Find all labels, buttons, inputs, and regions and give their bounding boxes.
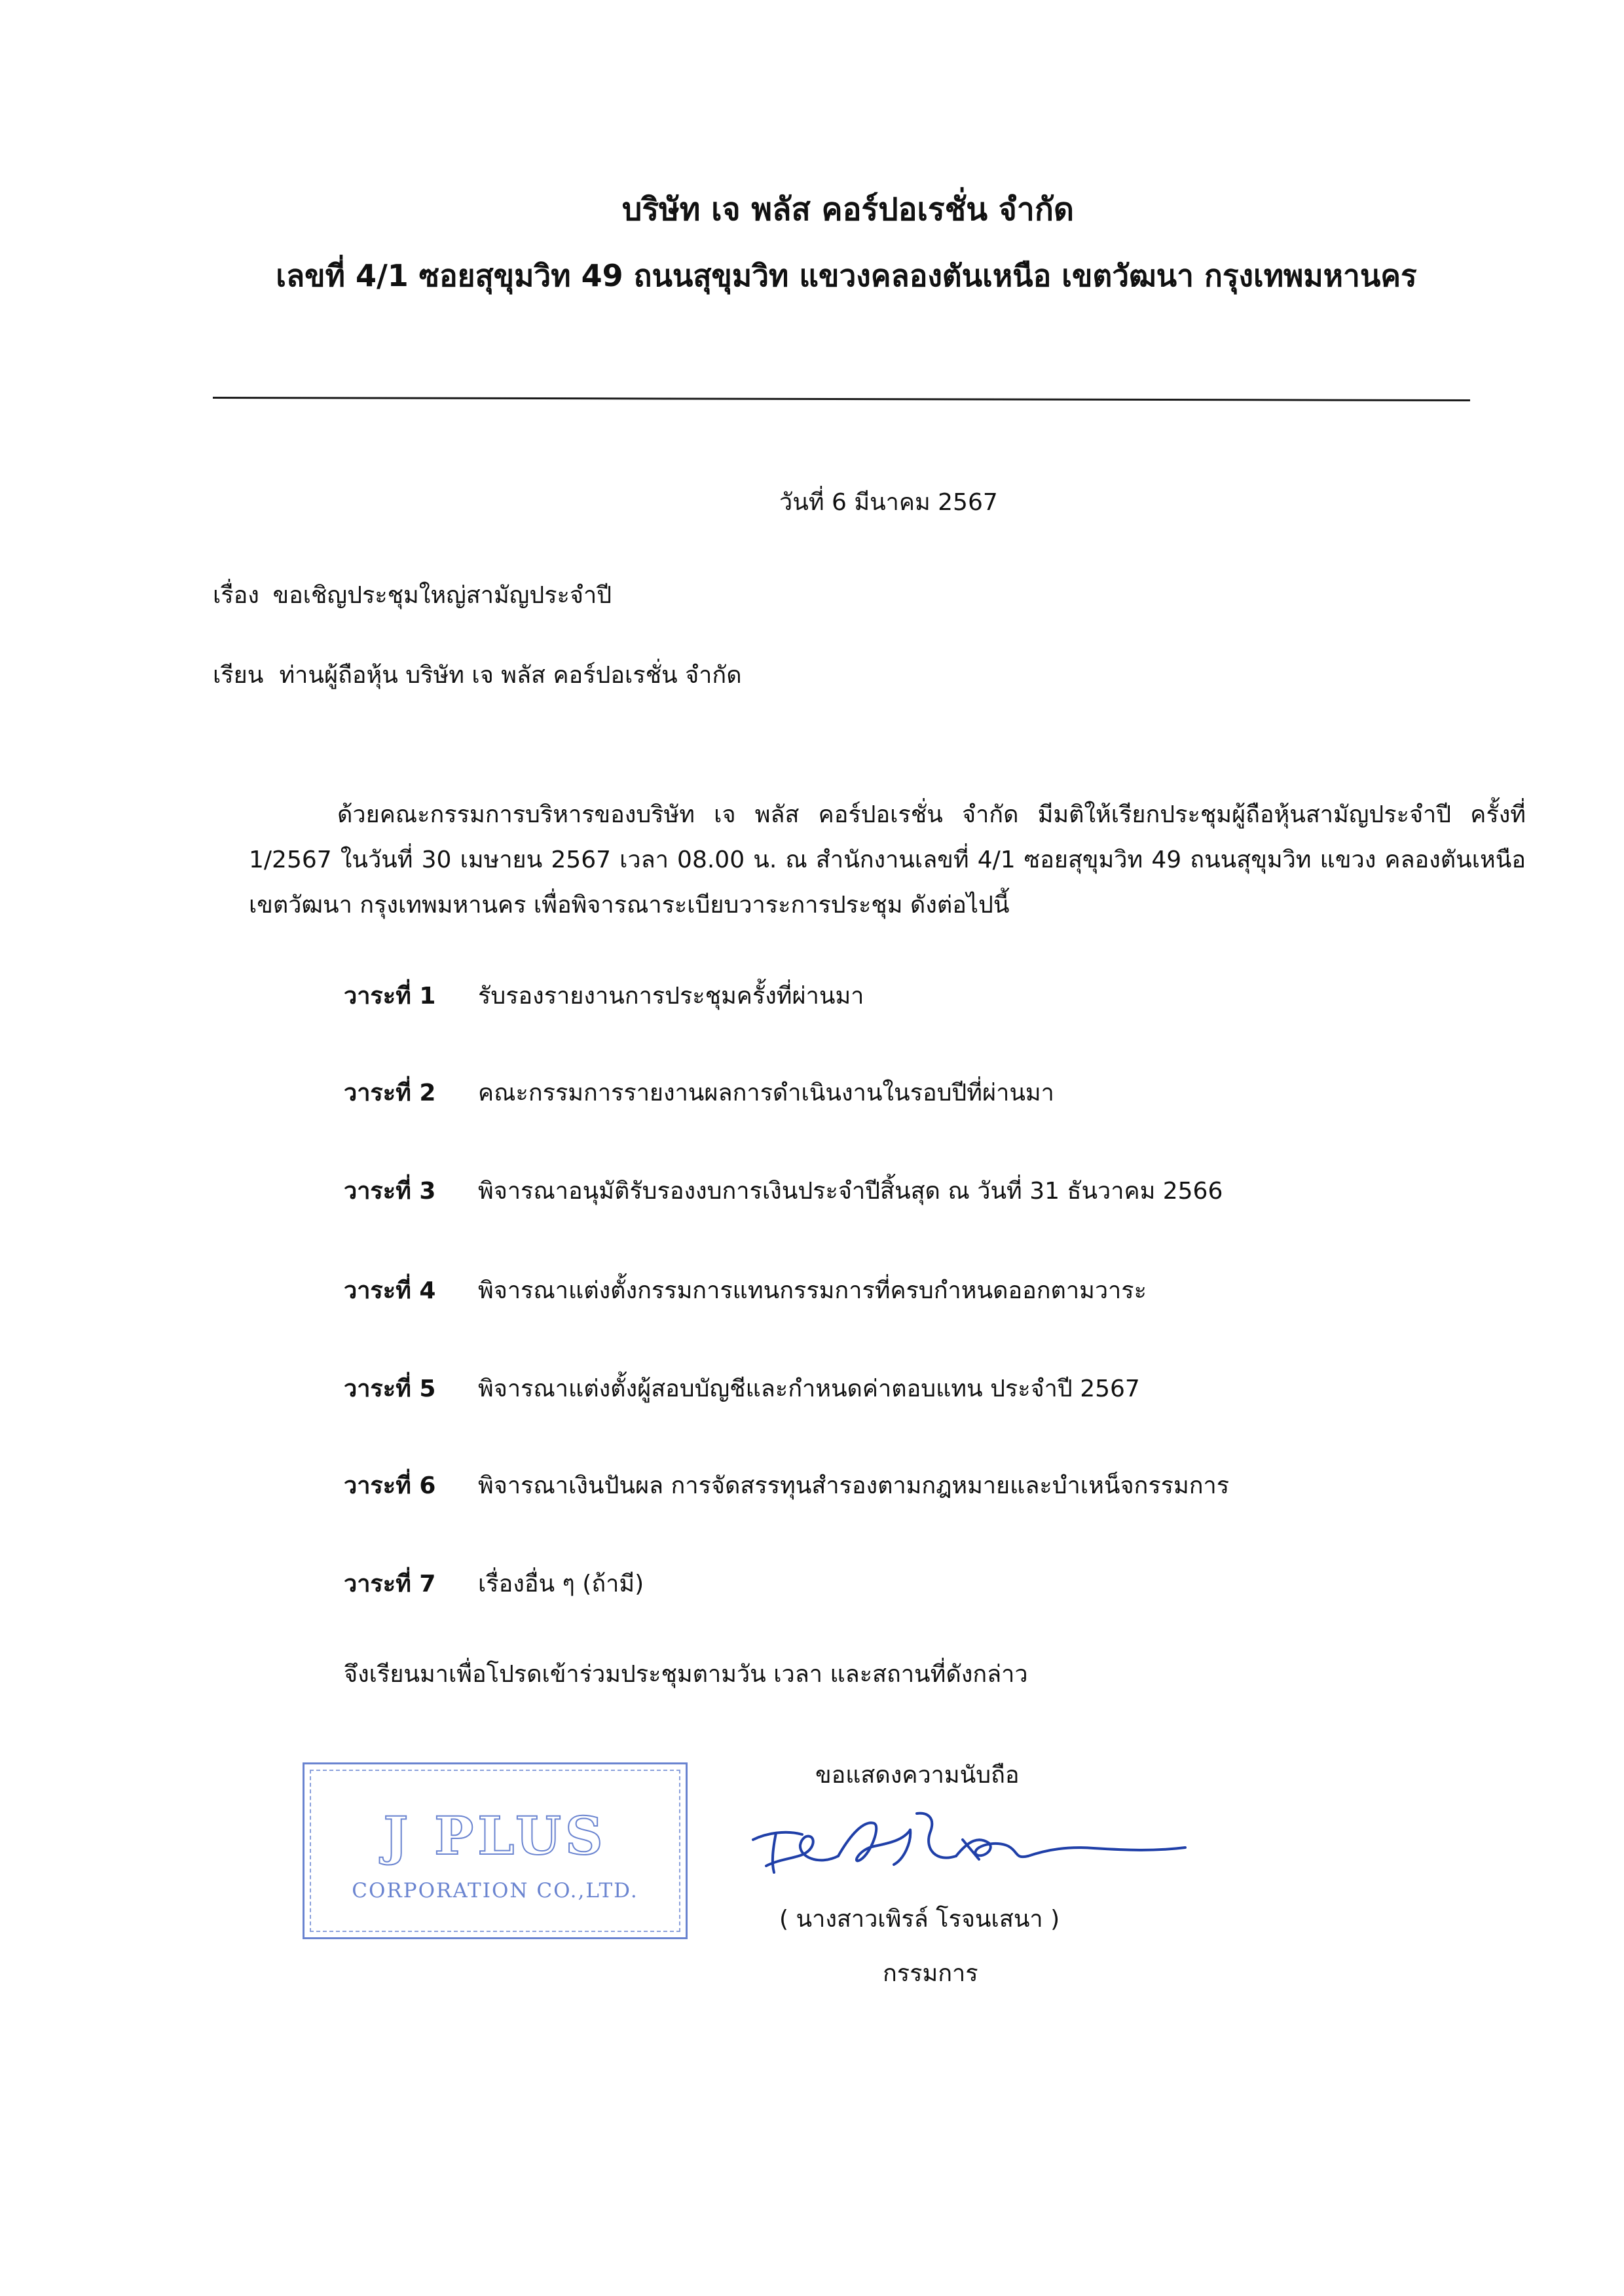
letter-date: วันที่ 6 มีนาคม 2567 [779, 489, 998, 516]
agenda-label: วาระที่ 4 [344, 1277, 436, 1304]
agenda-label: วาระที่ 2 [344, 1080, 436, 1106]
intro-paragraph: ด้วยคณะกรรมการบริหารของบริษัท เจ พลัส คอร์ปอเรชั่น จำกัด มีมติให้เรียกประชุมผู้ถือหุ้นสามัญประจำปี ครั้งที่ 1/2567 ในวันที่ 30 เมษายน 2567 เวลา 08.00 น. ณ สำนักงานเลขที่ 4/1 ซอยสุขุมวิท 49 ถนนสุขุมวิท แขวง คลองตันเหนือ เขตวัฒนา กรุงเทพมหานคร เพื่อพิจารณาระเบียบวาระการประชุม ดังต่อไปนี้ [249, 801, 1526, 919]
company-address: เลขที่ 4/1 ซอยสุขุมวิท 49 ถนนสุขุมวิท แขวงคลองตันเหนือ เขตวัฒนา กรุงเทพมหานคร [276, 258, 1417, 293]
salutation-line [213, 656, 742, 693]
regards-line: ขอแสดงความนับถือ [815, 1762, 1020, 1789]
agenda-item [344, 1074, 1054, 1111]
signer-title: กรรมการ [883, 1960, 978, 1987]
agenda-label: วาระที่ 3 [344, 1178, 436, 1205]
subject-text: ขอเชิญประชุมใหญ่สามัญประจำปี [272, 582, 612, 609]
agenda-text: พิจารณาแต่งตั้งกรรมการแทนกรรมการที่ครบกำหนดออกตามวาระ [478, 1277, 1147, 1304]
company-stamp-inner-border [310, 1770, 680, 1932]
subject-line [213, 576, 612, 613]
agenda-item [344, 1172, 1223, 1209]
agenda-item [344, 1467, 1229, 1504]
agenda-text: คณะกรรมการรายงานผลการดำเนินงานในรอบปีที่ผ่านมา [478, 1080, 1054, 1106]
agenda-text: รับรองรายงานการประชุมครั้งที่ผ่านมา [478, 983, 864, 1010]
agenda-text: เรื่องอื่น ๆ (ถ้ามี) [478, 1571, 644, 1597]
stamp-company-subtitle: CORPORATION CO.,LTD. [352, 1879, 638, 1903]
agenda-label: วาระที่ 7 [344, 1571, 436, 1597]
subject-label: เรื่อง [213, 582, 259, 609]
agenda-item [344, 1271, 1147, 1309]
handwritten-signature [740, 1794, 1198, 1892]
salutation-label: เรียน [213, 662, 264, 689]
agenda-label: วาระที่ 6 [344, 1472, 436, 1499]
agenda-item [344, 1565, 644, 1602]
agenda-text: พิจารณาแต่งตั้งผู้สอบบัญชีและกำหนดค่าตอบแทน ประจำปี 2567 [478, 1376, 1140, 1402]
agenda-text: พิจารณาเงินปันผล การจัดสรรทุนสำรองตามกฎหมายและบำเหน็จกรรมการ [478, 1472, 1230, 1499]
salutation-text: ท่านผู้ถือหุ้น บริษัท เจ พลัส คอร์ปอเรชั่น จำกัด [279, 662, 742, 689]
company-name: บริษัท เจ พลัส คอร์ปอเรชั่น จำกัด [621, 191, 1075, 228]
signer-name: ( นางสาวเพิรล์ โรจนเสนา ) [779, 1906, 1060, 1933]
agenda-label: วาระที่ 5 [344, 1376, 436, 1402]
agenda-text: พิจารณาอนุมัติรับรองงบการเงินประจำปีสิ้นสุด ณ วันที่ 31 ธันวาคม 2566 [478, 1178, 1223, 1205]
agenda-item [344, 1370, 1140, 1407]
header-divider [213, 397, 1470, 401]
company-stamp [303, 1762, 688, 1939]
agenda-label: วาระที่ 1 [344, 983, 436, 1010]
closing-line: จึงเรียนมาเพื่อโปรดเข้าร่วมประชุมตามวัน เวลา และสถานที่ดังกล่าว [344, 1661, 1028, 1688]
agenda-item [344, 977, 864, 1014]
stamp-company-name: J PLUS [383, 1805, 607, 1867]
